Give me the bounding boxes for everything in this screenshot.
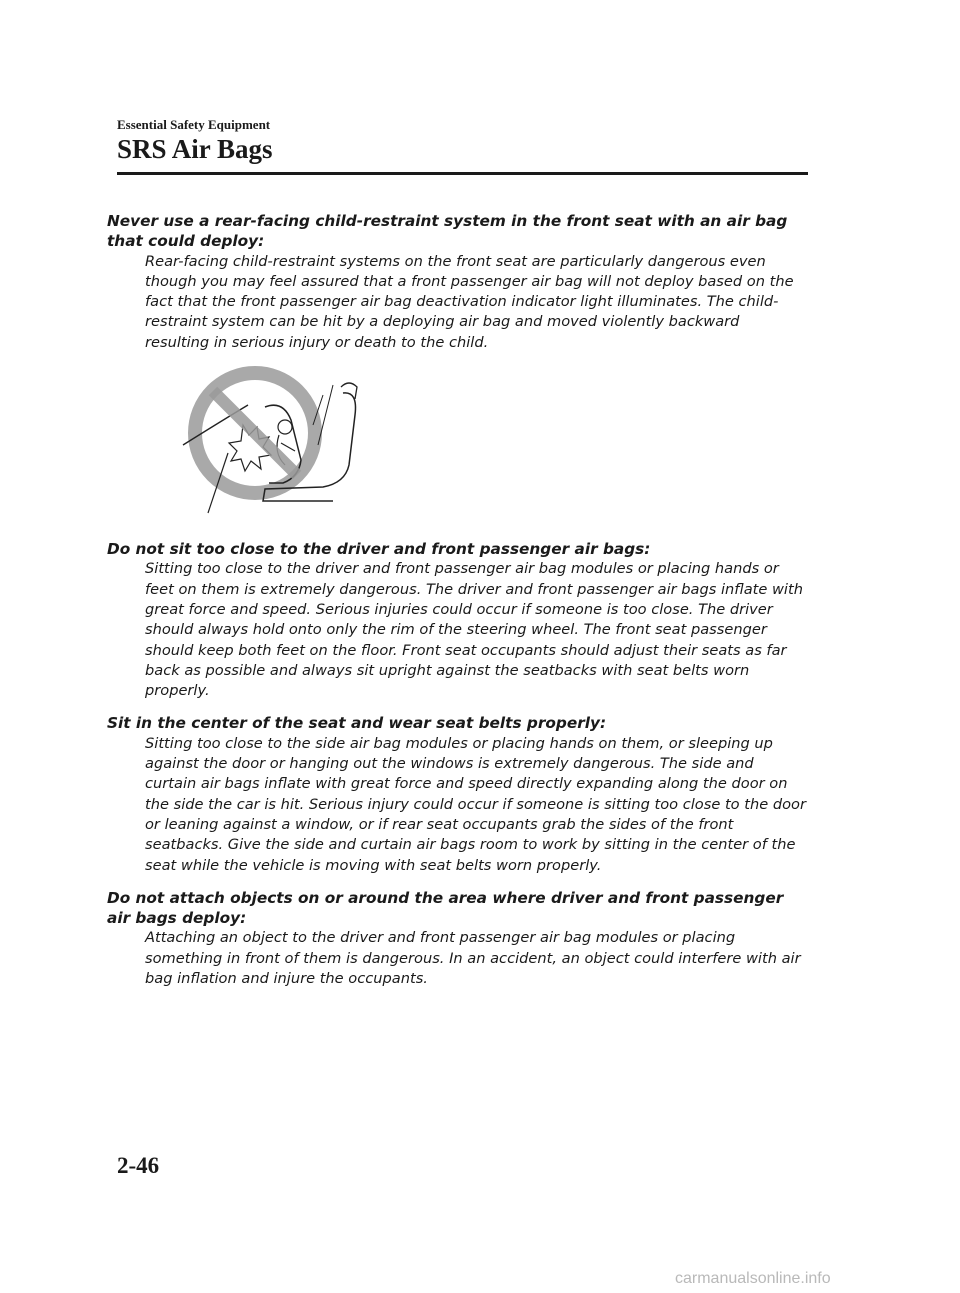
warning-heading: Never use a rear-facing child-restraint system in the front seat with an air bag that could deploy: bbox=[107, 212, 788, 251]
watermark: carmanualsonline.info bbox=[675, 1270, 831, 1287]
warning-heading: Do not sit too close to the driver and front passenger air bags: bbox=[107, 540, 651, 559]
header-divider bbox=[117, 172, 808, 175]
warning-sit-center bbox=[107, 713, 807, 875]
page-number: 2-46 bbox=[117, 1153, 160, 1178]
warning-body: Sitting too close to the driver and front passenger air bag modules or placing hands or feet on them is extremely dangerous. The driver and front passenger air bags inflate with great force and speed. Serious injuries could occur if someone is too close. The driver should always hold onto only the rim of the steering wheel. The front seat passenger should keep both feet on the floor. Front seat occupants should adjust their seats as far back as possible and always sit upright against the seatbacks with seat belts worn properly. bbox=[145, 560, 803, 700]
section-label: Essential Safety Equipment bbox=[117, 117, 271, 132]
warning-attach-objects bbox=[107, 888, 807, 989]
warning-body: Attaching an object to the driver and front passenger air bag modules or placing something in front of them is dangerous. In an accident, an object could interfere with air bag inflation and injure the occupants. bbox=[145, 929, 801, 988]
page-title: SRS Air Bags bbox=[117, 134, 273, 164]
warning-body: Sitting too close to the side air bag modules or placing hands on them, or sleeping up against the door or hanging out the windows is extremely dangerous. The side and curtain air bags inflate with great force and speed directly expanding along the door on the side the car is hit. Serious injury could occur if someone is sitting too close to the door or leaning against a window, or if rear seat occupants grab the sides of the front seatbacks. Give the side and curtain air bags room to work by sitting in the center of the seat while the vehicle is moving with seat belts worn properly. bbox=[145, 734, 806, 874]
main-content bbox=[107, 211, 807, 1001]
warning-rear-facing-child-seat bbox=[107, 211, 807, 353]
warning-heading: Sit in the center of the seat and wear seat belts properly: bbox=[107, 714, 607, 733]
warning-body: Rear-facing child-restraint systems on the front seat are particularly dangerous even though you may feel assured that a front passenger air bag will not deploy based on the fact that the front passenger air bag deactivation indicator light illuminates. The child-restraint system can be hit by a deploying air bag and moved violently backward resulting in serious injury or death to the child. bbox=[145, 252, 794, 351]
no-rear-facing-seat-icon bbox=[173, 365, 373, 515]
warning-heading: Do not attach objects on or around the area where driver and front passenger air bags deploy: bbox=[107, 888, 784, 928]
warning-sit-too-close bbox=[107, 539, 807, 701]
prohibited-rear-facing-child-seat-illustration bbox=[107, 365, 807, 513]
